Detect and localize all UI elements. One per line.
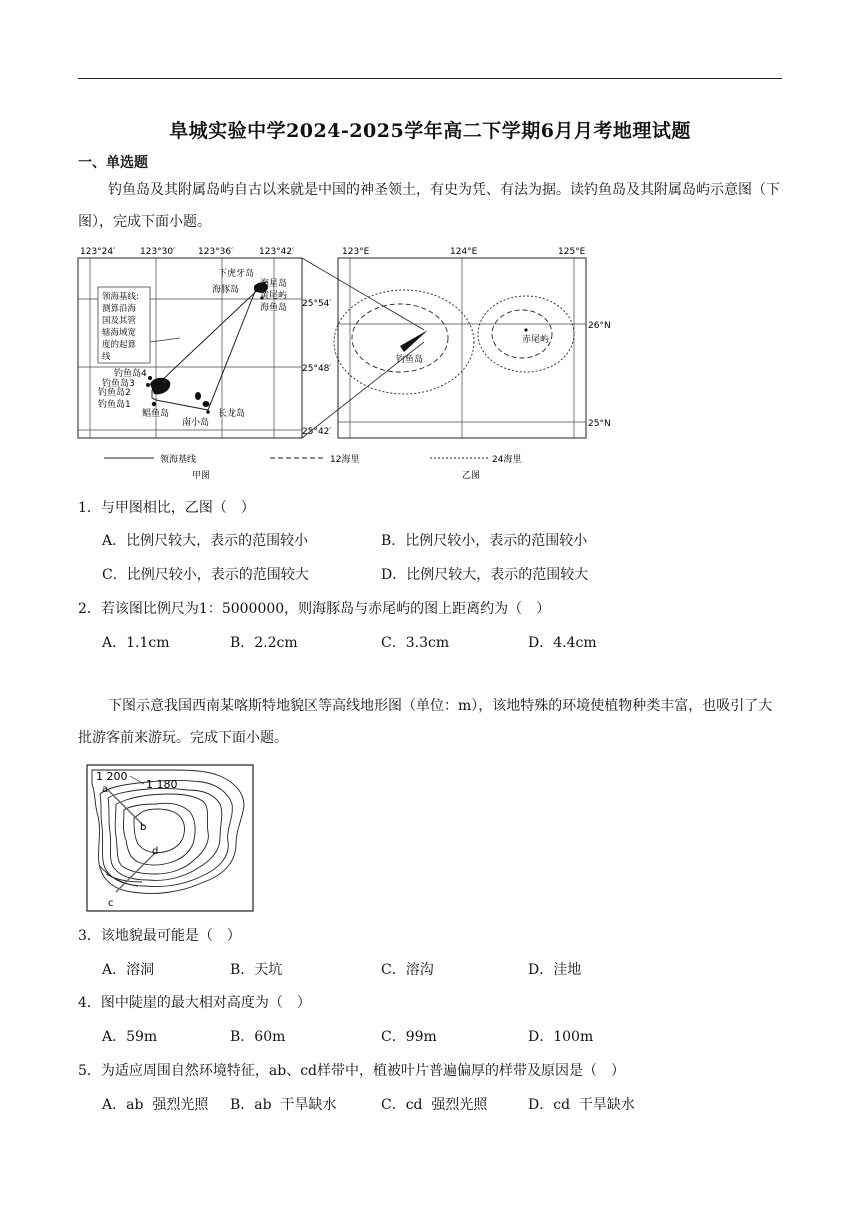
jia-lat-2: 25°42′: [302, 427, 332, 437]
note-line-3: 辖海域宽: [102, 328, 137, 338]
note-line-2: 国及其管: [102, 316, 137, 326]
label-changlong: 长龙岛: [218, 409, 246, 419]
note-line-1: 测算沿海: [102, 304, 137, 314]
point-b: b: [140, 822, 147, 833]
q3-option-d[interactable]: D．洼地: [528, 962, 582, 978]
yi-lon-1: 124°E: [450, 247, 478, 257]
label-diao3: 钓鱼岛3: [102, 379, 135, 389]
label-haiyu: 海鱼岛: [260, 303, 288, 313]
legend-baseline: 领海基线: [160, 455, 197, 465]
baseline-polygon: [152, 282, 266, 410]
point-c: c: [108, 898, 114, 909]
q4-stem: 4．图中陡崖的最大相对高度为（ ）: [78, 995, 311, 1011]
label-jia: 甲图: [192, 471, 211, 481]
q5-option-c[interactable]: C．cd 强烈光照: [381, 1097, 488, 1113]
label-diao4: 钓鱼岛4: [114, 369, 147, 379]
label-1200: 1 200: [96, 770, 128, 783]
point-a: a: [102, 784, 109, 795]
q2-option-c[interactable]: C．3.3cm: [381, 635, 450, 651]
label-diao2: 钓鱼岛2: [98, 388, 131, 398]
yi-lon-0: 123°E: [342, 247, 370, 257]
q4-option-a[interactable]: A．59m: [102, 1029, 158, 1045]
jia-lon-0: 123°24′: [80, 247, 116, 257]
q1-option-a[interactable]: A．比例尺较大，表示的范围较小: [102, 533, 309, 549]
note-line-4: 度的起算: [102, 340, 137, 350]
label-haitun: 海豚岛: [212, 285, 240, 295]
q1-option-b[interactable]: B．比例尺较小，表示的范围较小: [381, 533, 588, 549]
q1-option-d[interactable]: D．比例尺较大，表示的范围较大: [381, 567, 589, 583]
q1-stem: 1．与甲图相比，乙图（ ）: [78, 500, 255, 516]
q4-option-b[interactable]: B．60m: [230, 1029, 286, 1045]
yi-lat-1: 25°N: [588, 419, 611, 429]
q5-option-a[interactable]: A．ab 强烈光照: [102, 1097, 209, 1113]
q2-stem: 2．若该图比例尺为1：5000000，则海豚岛与赤尾屿的图上距离约为（ ）: [78, 601, 551, 617]
q2-option-b[interactable]: B．2.2cm: [230, 635, 298, 651]
jia-lon-2: 123°36′: [198, 247, 234, 257]
label-qiyu: 鲳鱼岛: [142, 409, 170, 419]
yi-lon-2: 125°E: [558, 247, 586, 257]
q4-option-c[interactable]: C．99m: [381, 1029, 437, 1045]
legend-24nm: 24海里: [492, 455, 522, 465]
jia-lat-1: 25°48′: [302, 364, 332, 374]
jia-lon-1: 123°30′: [140, 247, 176, 257]
label-yi: 乙图: [462, 471, 481, 481]
q3-option-a[interactable]: A．溶洞: [102, 962, 155, 978]
q4-option-d[interactable]: D．100m: [528, 1029, 594, 1045]
jia-lat-0: 25°54′: [302, 299, 332, 309]
jia-lon-3: 123°42′: [259, 247, 295, 257]
q5-stem: 5．为适应周围自然环境特征，ab、cd样带中，植被叶片普遍偏厚的样带及原因是（ ）: [78, 1063, 626, 1079]
diaoyu-island-shape: [150, 378, 170, 395]
label-1180: 1 180: [146, 778, 178, 791]
label-xiahuya: 下虎牙岛: [218, 269, 255, 279]
q5-option-b[interactable]: B．ab 干旱缺水: [230, 1097, 337, 1113]
label-haixing: 海星岛: [260, 279, 288, 289]
note-line-0: 领海基线:: [102, 292, 139, 302]
section-heading: 一、单选题: [78, 155, 148, 171]
label-chiwei: 赤尾屿: [522, 335, 550, 345]
q2-option-a[interactable]: A．1.1cm: [102, 635, 170, 651]
label-nanxiao: 南小岛: [182, 418, 210, 428]
legend-12nm: 12海里: [330, 455, 360, 465]
karst-contour-map: [86, 764, 254, 912]
q3-option-b[interactable]: B．天坑: [230, 962, 283, 978]
intro-paragraph-2: 下图示意我国西南某喀斯特地貌区等高线地形图（单位：m），该地特殊的环境使植物种类丰富，也吸引了大批游客前来游玩。完成下面小题。: [78, 698, 773, 746]
q2-option-d[interactable]: D．4.4cm: [528, 635, 597, 651]
label-huangwei: 黄尾屿: [260, 291, 288, 301]
q3-option-c[interactable]: C．溶沟: [381, 962, 434, 978]
q3-stem: 3．该地貌最可能是（ ）: [78, 928, 241, 944]
point-d: d: [152, 846, 159, 857]
q1-option-c[interactable]: C．比例尺较小，表示的范围较大: [102, 567, 309, 583]
label-diao1: 钓鱼岛1: [98, 400, 131, 410]
note-line-5: 线: [102, 352, 111, 362]
label-diaoyu: 钓鱼岛: [396, 355, 424, 365]
yi-lat-0: 26°N: [588, 321, 611, 331]
page-title: 阜城实验中学2024-2025学年高二下学期6月月考地理试题: [169, 120, 691, 142]
header-rule: [78, 78, 782, 79]
q5-option-d[interactable]: D．cd 干旱缺水: [528, 1097, 635, 1113]
diaoyu-map-figure: [74, 242, 614, 486]
intro-paragraph-1: 钓鱼岛及其附属岛屿自古以来就是中国的神圣领土，有史为凭、有法为据。读钓鱼岛及其附属岛屿示意图（下图），完成下面小题。: [78, 182, 780, 230]
